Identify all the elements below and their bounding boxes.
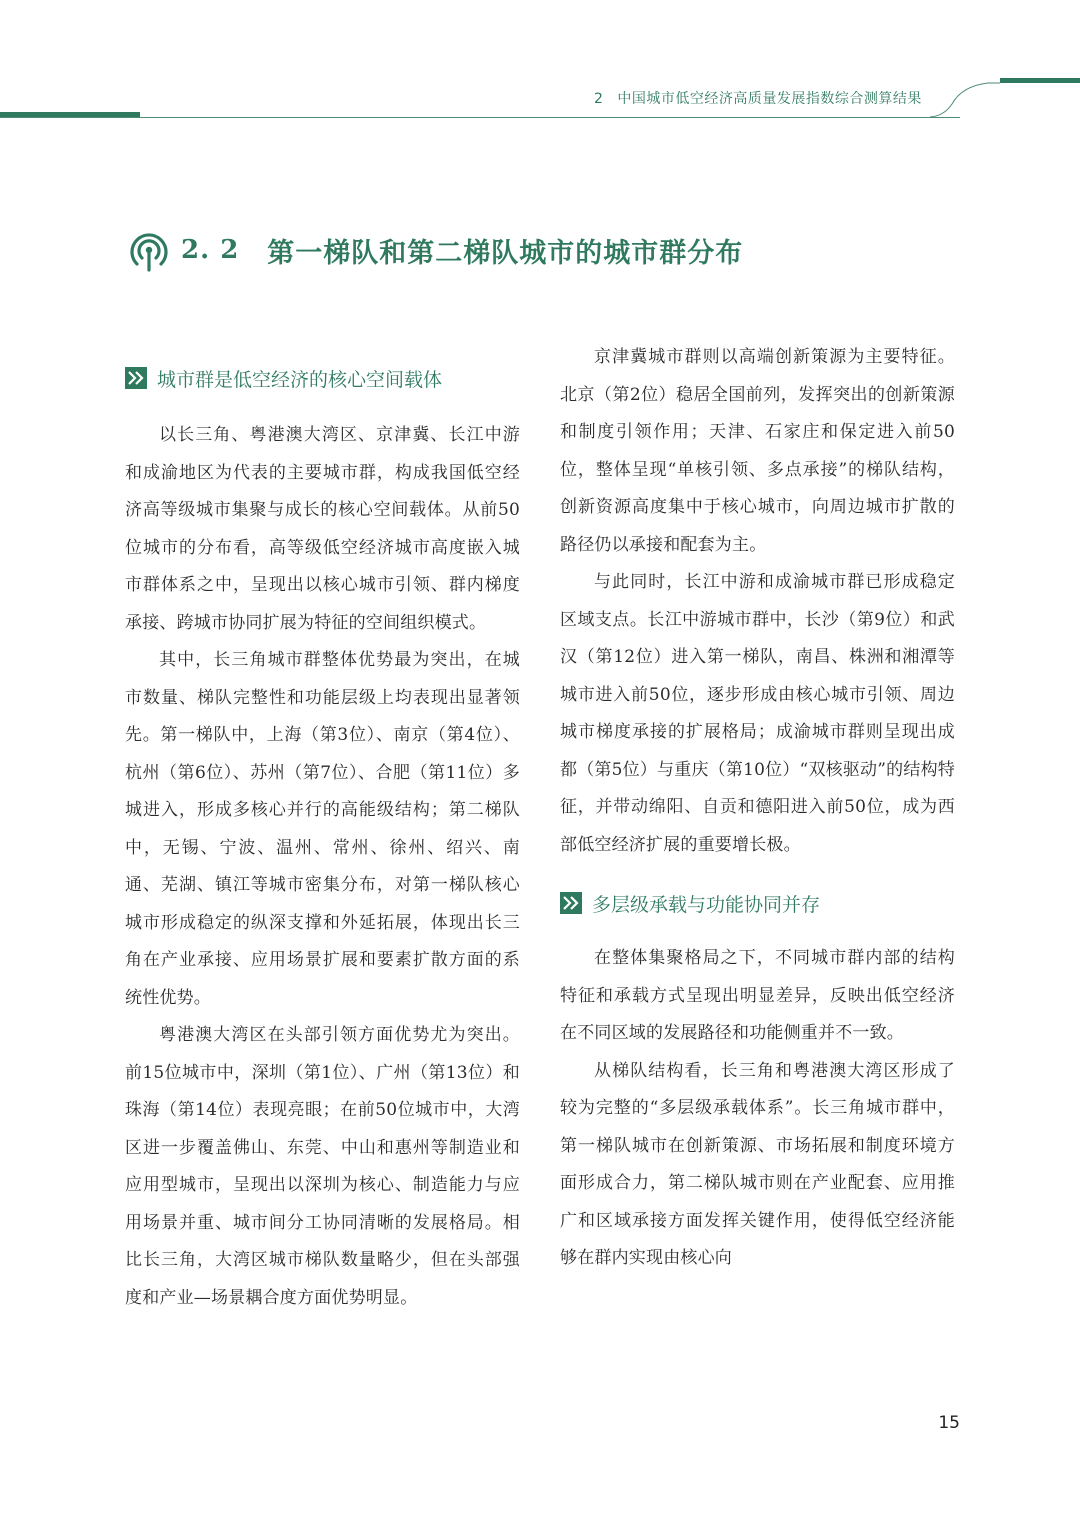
- section-title: 第一梯队和第二梯队城市的城市群分布: [267, 237, 744, 269]
- header-accent-bar-right: [1000, 78, 1080, 83]
- paragraph: 以长三角、粤港澳大湾区、京津冀、长江中游和成渝地区为代表的主要城市群，构成我国低空经济高等级城市集聚与成长的核心空间载体。从前50位城市的分布看，高等级低空经济城市高度嵌入城市群体系之中，呈现出以核心城市引领、群内梯度承接、跨城市协同扩展为特征的空间组织模式。: [125, 425, 520, 633]
- signal-tower-icon: [125, 226, 173, 274]
- header-rule-curve: [930, 80, 1000, 120]
- subheading-text: 多层级承载与功能协同并存: [592, 893, 821, 916]
- left-column: [125, 339, 520, 1317]
- double-chevron-icon: [560, 892, 582, 914]
- running-header: [594, 88, 934, 108]
- subheading-left: [125, 359, 520, 397]
- subheading-right: [560, 884, 955, 922]
- subheading-text: 城市群是低空经济的核心空间载体: [157, 368, 443, 391]
- chapter-number: 2: [594, 91, 604, 107]
- section-heading: [125, 226, 743, 274]
- paragraph: 京津冀城市群则以高端创新策源为主要特征。北京（第2位）稳居全国前列，发挥突出的创新策源和制度引领作用；天津、石家庄和保定进入前50位，整体呈现“单核引领、多点承接”的梯队结构，创新资源高度集中于核心城市，向周边城市扩散的路径仍以承接和配套为主。: [560, 347, 955, 555]
- chapter-title: 中国城市低空经济高质量发展指数综合测算结果: [617, 91, 922, 107]
- paragraph: 从梯队结构看，长三角和粤港澳大湾区形成了较为完整的“多层级承载体系”。长三角城市群中，第一梯队城市在创新策源、市场拓展和制度环境方面形成合力，第二梯队城市则在产业配套、应用推广和区域承接方面发挥关键作用，使得低空经济能够在群内实现由核心向: [560, 1060, 955, 1268]
- double-chevron-icon: [125, 367, 147, 389]
- right-column: [560, 339, 955, 1278]
- paragraph: 与此同时，长江中游和成渝城市群已形成稳定区域支点。长江中游城市群中，长沙（第9位）和武汉（第12位）进入第一梯队，南昌、株洲和湘潭等城市进入前50位，逐步形成由核心城市引领、周边城市梯度承接的扩展格局；成渝城市群则呈现出成都（第5位）与重庆（第10位）“双核驱动”的结构特征，并带动绵阳、自贡和德阳进入前50位，成为西部低空经济扩展的重要增长极。: [560, 572, 955, 855]
- paragraph: 在整体集聚格局之下，不同城市群内部的结构特征和承载方式呈现出明显差异，反映出低空经济在不同区域的发展路径和功能侧重并不一致。: [560, 948, 955, 1043]
- paragraph: 其中，长三角城市群整体优势最为突出，在城市数量、梯队完整性和功能层级上均表现出显著领先。第一梯队中，上海（第3位）、南京（第4位）、杭州（第6位）、苏州（第7位）、合肥（第11位）多城进入，形成多核心并行的高能级结构；第二梯队中，无锡、宁波、温州、常州、徐州、绍兴、南通、芜湖、镇江等城市密集分布，对第一梯队核心城市形成稳定的纵深支撑和外延拓展，体现出长三角在产业承接、应用场景扩展和要素扩散方面的系统性优势。: [125, 650, 520, 1008]
- section-number: 2. 2: [181, 235, 240, 265]
- page-number: 15: [938, 1413, 960, 1433]
- header-rule: [0, 117, 960, 118]
- paragraph: 粤港澳大湾区在头部引领方面优势尤为突出。前15位城市中，深圳（第1位）、广州（第13位）和珠海（第14位）表现亮眼；在前50位城市中，大湾区进一步覆盖佛山、东莞、中山和惠州等制造业和应用型城市，呈现出以深圳为核心、制造能力与应用场景并重、城市间分工协同清晰的发展格局。相比长三角，大湾区城市梯队数量略少，但在头部强度和产业—场景耦合度方面优势明显。: [125, 1025, 520, 1308]
